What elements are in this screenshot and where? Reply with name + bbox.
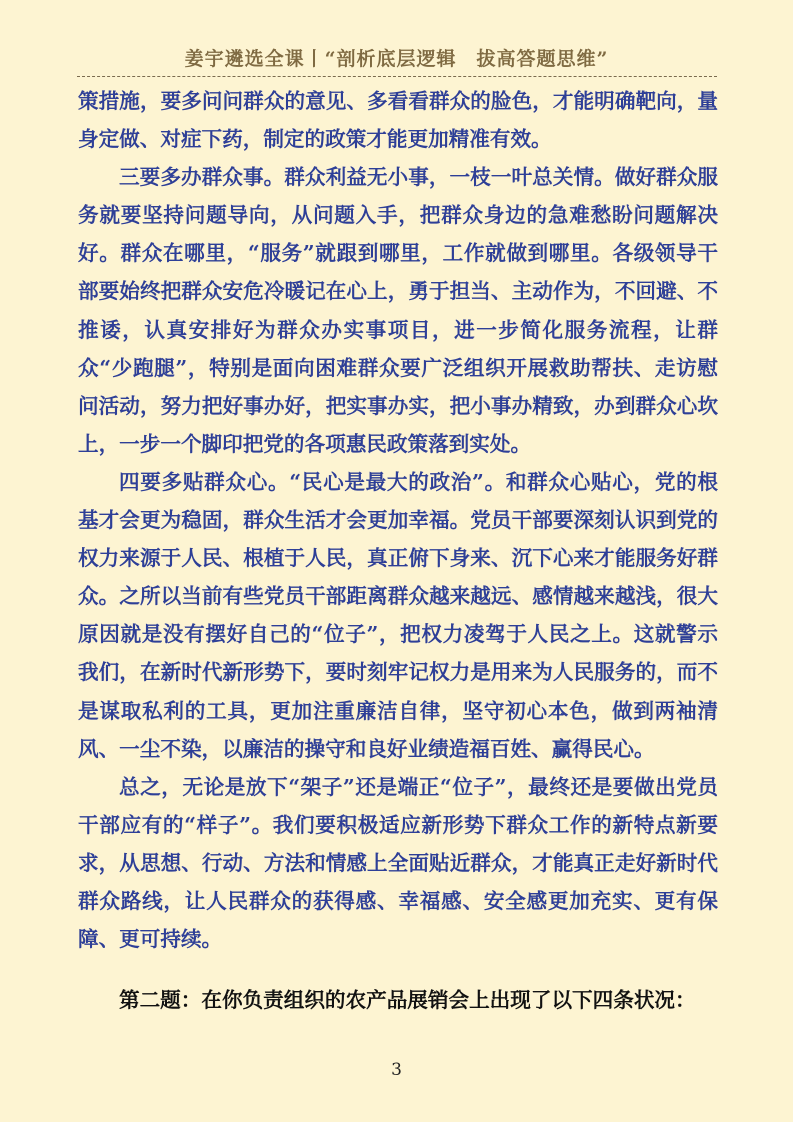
page-header: 姜宇遴选全课丨“剖析底层逻辑 拔高答题思维” (184, 48, 609, 70)
document-body (78, 82, 718, 958)
page-number: 3 (391, 1060, 402, 1080)
paragraph-third-point: 三要多办群众事。群众利益无小事，一枝一叶总关情。做好群众服务就要坚持问题导向，从问题入手，把群众身边的急难愁盼问题解决好。群众在哪里，“服务”就跟到哪里，工作就做到哪里。各级领导干部要始终把群众安危冷暖记在心上，勇于担当、主动作为，不回避、不推诿，认真安排好为群众办实事项目，进一步简化服务流程，让群众“少跑腿”，特别是面向困难群众要广泛组织开展救助帮扶、走访慰问活动，努力把好事办好，把实事办实，把小事办精致，办到群众心坎上，一步一个脚印把党的各项惠民政策落到实处。 (78, 165, 718, 456)
header-divider (77, 76, 717, 77)
paragraph-fourth-point: 四要多贴群众心。“民心是最大的政治”。和群众心贴心，党的根基才会更为稳固，群众生活才会更加幸福。党员干部要深刻认识到党的权力来源于人民、根植于人民，真正俯下身来、沉下心来才能服务好群众。之所以当前有些党员干部距离群众越来越远、感情越来越浅，很大原因就是没有摆好自己的“位子”，把权力凌驾于人民之上。这就警示我们，在新时代新形势下，要时刻牢记权力是用来为人民服务的，而不是谋取私利的工具，更加注重廉洁自律，坚守初心本色，做到两袖清风、一尘不染，以廉洁的操守和良好业绩造福百姓、赢得民心。 (78, 469, 718, 761)
paragraph-continuation: 策措施，要多问问群众的意见、多看看群众的脸色，才能明确靶向，量身定做、对症下药，制定的政策才能更加精准有效。 (78, 89, 718, 152)
question-heading: 第二题：在你负责组织的农产品展销会上出现了以下四条状况： (119, 988, 696, 1012)
paragraph-conclusion: 总之，无论是放下“架子”还是端正“位子”，最终还是要做出党员干部应有的“样子”。我们要积极适应新形势下群众工作的新特点新要求，从思想、行动、方法和情感上全面贴近群众，才能真正走好新时代群众路线，让人民群众的获得感、幸福感、安全感更加充实、更有保障、更可持续。 (78, 774, 718, 952)
